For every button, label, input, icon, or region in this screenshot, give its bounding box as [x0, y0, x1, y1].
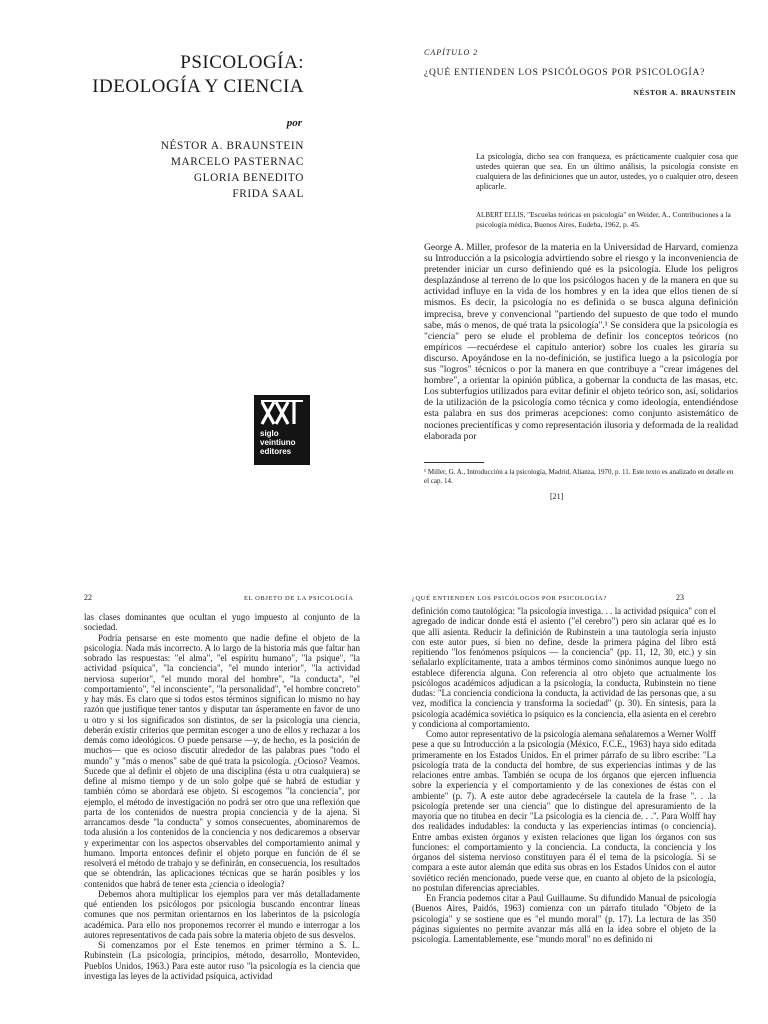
authors-list — [161, 138, 304, 202]
author-name: FRIDA SAAL — [232, 188, 304, 200]
book-title-line1: PSICOLOGÍA: — [180, 52, 304, 73]
body-paragraph: En Francia podemos citar a Paul Guillaume. Su difundido Manual de psicología (Buenos Aires, Paidós, 1963) comienza con un párrafo titulado "Objeto de la psicología" y se sostiene que es "el mundo moral" (p. 17). La lectura de las 350 páginas siguientes no permite avanzar más allá en la idea sobre el objeto de la psicología. Lamentablemente, ese "mundo moral" no es definido ni — [412, 893, 716, 944]
logo-line: editores — [260, 447, 292, 456]
author-name: GLORIA BENEDITO — [193, 172, 304, 184]
body-paragraph: Debemos ahora multiplicar los ejemplos para ver más detalladamente qué entienden los psicólogos por psicología buscando encontrar líneas comunes que nos permitan orientarnos en los laberintos de la psicología académica. Para ello nos proponemos recorrer el mundo e interrogar a los autores representativos de cada país sobre la materia objeto de sus desvelos. — [84, 888, 360, 940]
page-23 — [384, 580, 768, 1024]
author-name: NÉSTOR A. BRAUNSTEIN — [160, 140, 304, 152]
chapter-page — [384, 0, 768, 580]
publisher-logo — [254, 395, 310, 465]
page-number: 22 — [84, 593, 92, 602]
chapter-title: ¿QUÉ ENTIENDEN LOS PSICÓLOGOS POR PSICOLOGÍA? — [424, 68, 706, 78]
epigraph-reference: "Escuelas teóricas en psicología" en Weider, A., Contribuciones a la psicología médica, Buenos Aires, Eudeba, 1962, p. 45. — [476, 210, 731, 229]
body-paragraph: las clases dominantes que ocultan el yugo impuesto al conjunto de la sociedad. — [84, 612, 360, 633]
body-paragraph: Podría pensarse en este momento que nadie define el objeto de la psicología. Nada más incorrecto. A lo largo de la historia más que faltar han sobrado las respuestas: "el alma", "el espíritu humano", "la psique", "la actividad psíquica", "la conciencia", "el mundo interior", "la actividad nerviosa superior", "el mundo moral del hombre", "la conducta", "el comportamiento", "el inconsciente", "la personalidad", "el hombre concreto" y hay más. Es claro que si todos estos términos significan lo mismo no hay razón que justifique tener tantos y disputar tan ásperamente en favor de uno u otro y si los significados son distintos, de ser la psicología una ciencia, deberán existir criterios que permitan escoger a uno de ellos y rechazar a los demás como ideológicos. O puede pensarse —y, de hecho, es la posición de muchos— que es ocioso discutir alrededor de las palabras pues "todo el mundo" y "más o menos" sabe de qué trata la psicología. ¿Ocioso? Veamos. Sucede que al definir el objeto de una disciplina (ésta u otra cualquiera) se define al mismo tiempo y de un solo golpe qué se habrá de estudiar y también cómo se abordará ese objeto. Si escogemos "la conciencia", por ejemplo, el método de investigación no podrá ser otro que una reflexión que parta de los contenidos de nuestra propia conciencia y de la ajena. Si arrancamos desde "la conducta" y somos consecuentes, abominaremos de toda alusión a los contenidos de la conciencia y nos dedicaremos a observar y experimentar con los aspectos observables del comportamiento animal y humano. Importa entonces definir el objeto porque en función de él se resolverá el método de trabajo y se definirán, en consecuencia, los resultados que se obtendrán, las aplicaciones técnicas que se harán posibles y los contenidos que habrá de tener esta ¿ciencia o ideología? — [84, 632, 360, 889]
author-name: MARCELO PASTERNAC — [170, 156, 304, 168]
body-paragraph: Si comenzamos por el Este tenemos en primer término a S. L. Rubinstein (La psicología, principios, método, desarrollo, Montevideo, Pueblos Unidos, 1963.) Para este autor ruso "la psicología es la ciencia que investiga las leyes de la actividad psíquica, actividad — [84, 940, 360, 981]
page-22-body — [84, 612, 360, 981]
logo-line: veintiuno — [260, 438, 296, 447]
epigraph: La psicología, dicho sea con franqueza, es prácticamente cualquier cosa que ustedes quieran que sea. En un último análisis, la psicología consiste en cualquiera de las definiciones que un autor, ustedes, yo o cualquier otro, deseen aplicarle. — [476, 152, 738, 191]
by-label: por — [286, 117, 302, 129]
running-head: ¿QUÉ ENTIENDEN LOS PSICÓLOGOS POR PSICOLOGÍA? — [412, 595, 607, 602]
book-title-line2: IDEOLOGÍA Y CIENCIA — [92, 76, 304, 97]
siglo-xxi-logo-icon — [260, 399, 304, 427]
body-paragraph: Como autor representativo de la psicología alemana señalaremos a Werner Wolff pese a que su Introducción a la psicología (México, F.C.E., 1963) haya sido editada primeramente en los Estados Unidos. En el primer párrafo de su libro escribe: "La psicología trata de la conducta del hombre, de sus experiencias íntimas y de las relaciones entre ambas. También se ocupa de los órganos que ejercen influencia sobre la experiencia y el comportamiento y de las conexiones de éstas con el ambiente" (p. 7). A este autor debe agradecérsele la cautela de la frase ". . .la psicología pretende ser una ciencia" que lo distingue del apresuramiento de la mayoría que no titubea en decir "La psicología es la ciencia de. . .". Para Wolff hay dos realidades indudables: la conducta y las experiencias íntimas (o conciencia). Entre ambas existen órganos y existen relaciones que ligan los órganos con sus funciones: el comportamiento y la conciencia. La conducta, la conciencia y los órganos del sistema nervioso constituyen para él el tema de la psicología. Si se compara a este autor alemán que edita sus obras en los Estados Unidos con el autor soviético recién mencionado, puede verse que, en cuanto al objeto de la psicología, no postulan diferencias apreciables. — [412, 729, 716, 893]
epigraph-source — [476, 210, 738, 230]
footnote-rule — [424, 462, 484, 463]
footnote: ¹ Miller, G. A., Introducción a la psicología, Madrid, Alianza, 1970, p. 11. Este texto es analizado en detalle en el cap. 14. — [424, 468, 734, 485]
running-head: EL OBJETO DE LA PSICOLOGÍA — [244, 595, 354, 602]
page-23-body — [412, 606, 716, 944]
chapter-label: CAPÍTULO 2 — [424, 48, 479, 57]
body-paragraph: definición como tautológica: "la psicología investiga. . . la actividad psíquica" con el agregado de indicar donde está el asiento ("el cerebro") pero sin aclarar qué es lo que allí asienta. Reducir la definición de Rubinstein a una tautología sería injusto con este autor pues, si bien no define, desde la primera página del libro está repitiendo "los fenómenos psíquicos — la conciencia" (pp. 11, 12, 30, etc.) y sin señalarlo explícitamente, trata a ambos términos como sinónimos aunque luego no establece diferencia alguna. Con referencia al otro objeto que actualmente los psicólogos académicos adjudican a la psicología, la conducta, Rubinstein no tiene dudas: "La conciencia condiciona la conducta, la actividad de las personas que, a su vez, modifica la conciencia y transforma la sociedad" (p. 30). En síntesis, para la psicología académica soviética lo psíquico es la conciencia, ella asienta en el cerebro y condiciona al comportamiento. — [412, 606, 716, 729]
logo-line: siglo — [260, 429, 279, 438]
chapter-body — [424, 242, 738, 442]
chapter-author: NÉSTOR A. BRAUNSTEIN — [633, 88, 736, 97]
page-22 — [0, 580, 384, 1024]
title-page — [0, 0, 384, 580]
publisher-name — [260, 429, 296, 456]
epigraph-author: ALBERT ELLIS, — [476, 211, 526, 219]
page-number: 23 — [676, 593, 684, 602]
body-paragraph: George A. Miller, profesor de la materia en la Universidad de Harvard, comienza su Introducción a la psicología advirtiendo sobre el riesgo y la inconveniencia de pretender iniciar un curso definiendo qué es la psicología. Elude los peligros desplazándose al terreno de lo que los psicólogos hacen y de la manera en que su actividad influye en la vida de los hombres y en la idea que ellos tienen de sí mismos. Es decir, la psicología no es definida o se busca alguna definición imprecisa, breve y convencional "partiendo del supuesto de que todo el mundo sabe, más o menos, de qué trata la psicología".¹ Se considera que la psicología es "ciencia" pero se elude el problema de definir los conceptos teóricos (no empíricos —recuérdese el capítulo anterior) sobre los cuales les giraría su discurso. Apoyándose en la no-definición, se justifica luego a la psicología por sus "logros" técnicos o por la manera en que contribuye a "crear imágenes del hombre", a orientar la opinión pública, a gobernar la conducta de las masas, etc. Los subterfugios utilizados para evitar definir el objeto teórico son, así, solidarios de la utilización de la psicología como técnica y como ideología, entendiéndose esta palabra en sus dos primeras acepciones: como conjunto asistemático de nociones precientíficas y como representación ilusoria y deformada de la realidad elaborada por — [424, 242, 738, 442]
page-folio: [21] — [550, 492, 564, 501]
